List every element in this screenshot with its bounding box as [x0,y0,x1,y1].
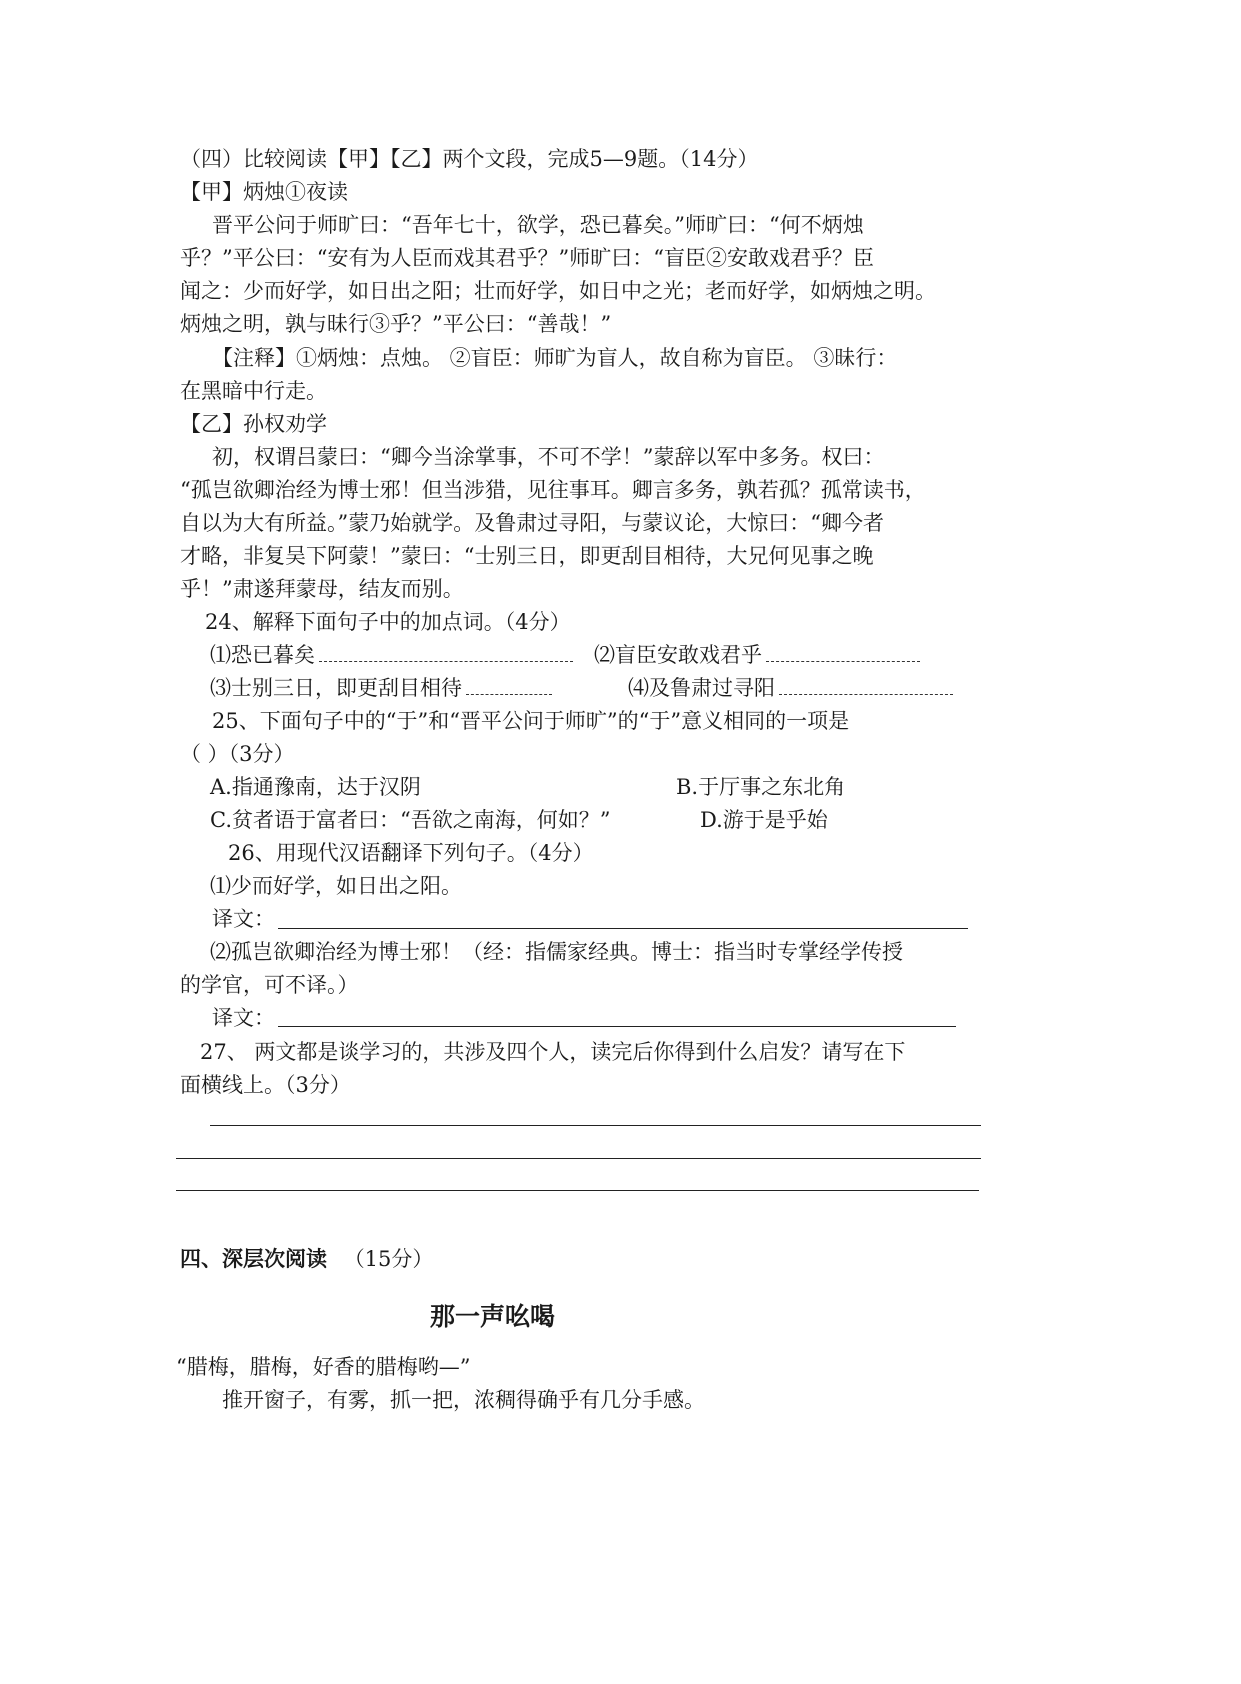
q26-item-2-cont: 的学官，可不译。） [180,973,359,997]
question-26: 26、用现代汉语翻译下列句子。（4分） [228,841,594,865]
translation-answer-line[interactable] [278,928,968,929]
q24-item-4 [628,673,953,703]
answer-blank[interactable] [466,674,552,695]
section-4-title: 四、深层次阅读 [180,1247,327,1271]
q24-item-3 [210,673,552,703]
text-line: 晋平公问于师旷曰：“吾年七十，欲学，恐已暮矣。”师旷曰：“何不炳烛 [212,213,864,237]
q26-item-1: ⑴少而好学，如日出之阳。 [210,874,462,898]
translation-answer-line[interactable] [278,1026,956,1027]
option-b[interactable]: B.于厅事之东北角 [676,775,846,799]
q24-item-2 [594,640,920,670]
question-25-cont: （ ）（3分） [180,742,295,766]
story-paragraph: 推开窗子，有雾，抓一把，浓稠得确乎有几分手感。 [222,1388,705,1412]
text-line: 乎！”肃遂拜蒙母，结友而别。 [180,577,464,601]
translation-label: 译文： [212,1006,275,1030]
q24-item-4-text: ⑷及鲁肃过寻阳 [628,676,775,700]
q24-item-3-text: ⑶士别三日，即更刮目相待 [210,676,462,700]
story-title: 那一声吆喝 [430,1302,556,1331]
option-a[interactable]: A.指通豫南，达于汉阴 [210,775,421,799]
question-24: 24、解释下面句子中的加点词。（4分） [205,610,571,634]
text-jia-title: 【甲】炳烛①夜读 [180,180,348,204]
section-4-score: （15分） [343,1247,434,1271]
translation-label: 译文： [212,907,275,931]
question-27: 27、 两文都是谈学习的，共涉及四个人，读完后你得到什么启发？请写在下 [200,1040,906,1064]
section-heading: （四）比较阅读【甲】【乙】两个文段，完成5—9题。（14分） [180,147,759,171]
text-line: 初，权谓吕蒙曰：“卿今当涂掌事，不可不学！”蒙辞以军中多务。权曰： [212,445,885,469]
story-paragraph: “腊梅，腊梅，好香的腊梅哟—” [176,1355,471,1379]
text-line: 才略，非复吴下阿蒙！”蒙曰：“士别三日，即更刮目相待，大兄何见事之晚 [180,544,874,568]
question-25: 25、下面句子中的“于”和“晋平公问于师旷”的“于”意义相同的一项是 [212,709,850,733]
option-d[interactable]: D.游于是乎始 [700,808,828,832]
q26-item-2: ⑵孤岂欲卿治经为博士邪！（经：指儒家经典。博士：指当时专掌经学传授 [210,940,903,964]
answer-blank[interactable] [779,674,953,695]
text-line: 乎？”平公曰：“安有为人臣而戏其君乎？”师旷曰：“盲臣②安敢戏君乎？臣 [180,246,874,270]
text-line: 闻之：少而好学，如日出之阳；壮而好学，如日中之光；老而好学，如炳烛之明。 [180,279,936,303]
answer-blank[interactable] [766,641,920,662]
text-line: 自以为大有所益。”蒙乃始就学。及鲁肃过寻阳，与蒙议论，大惊曰：“卿今者 [180,511,884,535]
question-27-cont: 面横线上。（3分） [180,1073,351,1097]
q24-item-1 [210,640,573,670]
annotation-line: 【注释】①炳烛：点烛。 ②盲臣：师旷为盲人，故自称为盲臣。 ③昧行： [212,346,898,370]
text-line: 炳烛之明，孰与昧行③乎？”平公曰：“善哉！” [180,312,612,336]
q24-item-1-text: ⑴恐已暮矣 [210,643,315,667]
section-4-heading [180,1244,433,1274]
answer-blank[interactable] [319,641,573,662]
answer-line[interactable] [176,1190,979,1191]
answer-line[interactable] [176,1158,981,1159]
answer-line[interactable] [210,1125,981,1126]
text-yi-title: 【乙】孙权劝学 [180,412,327,436]
annotation-line: 在黑暗中行走。 [180,379,327,403]
q24-item-2-text: ⑵盲臣安敢戏君乎 [594,643,762,667]
option-c[interactable]: C.贫者语于富者曰：“吾欲之南海，何如？” [210,808,611,832]
text-line: “孤岂欲卿治经为博士邪！但当涉猎，见往事耳。卿言多务，孰若孤？孤常读书， [180,478,926,502]
